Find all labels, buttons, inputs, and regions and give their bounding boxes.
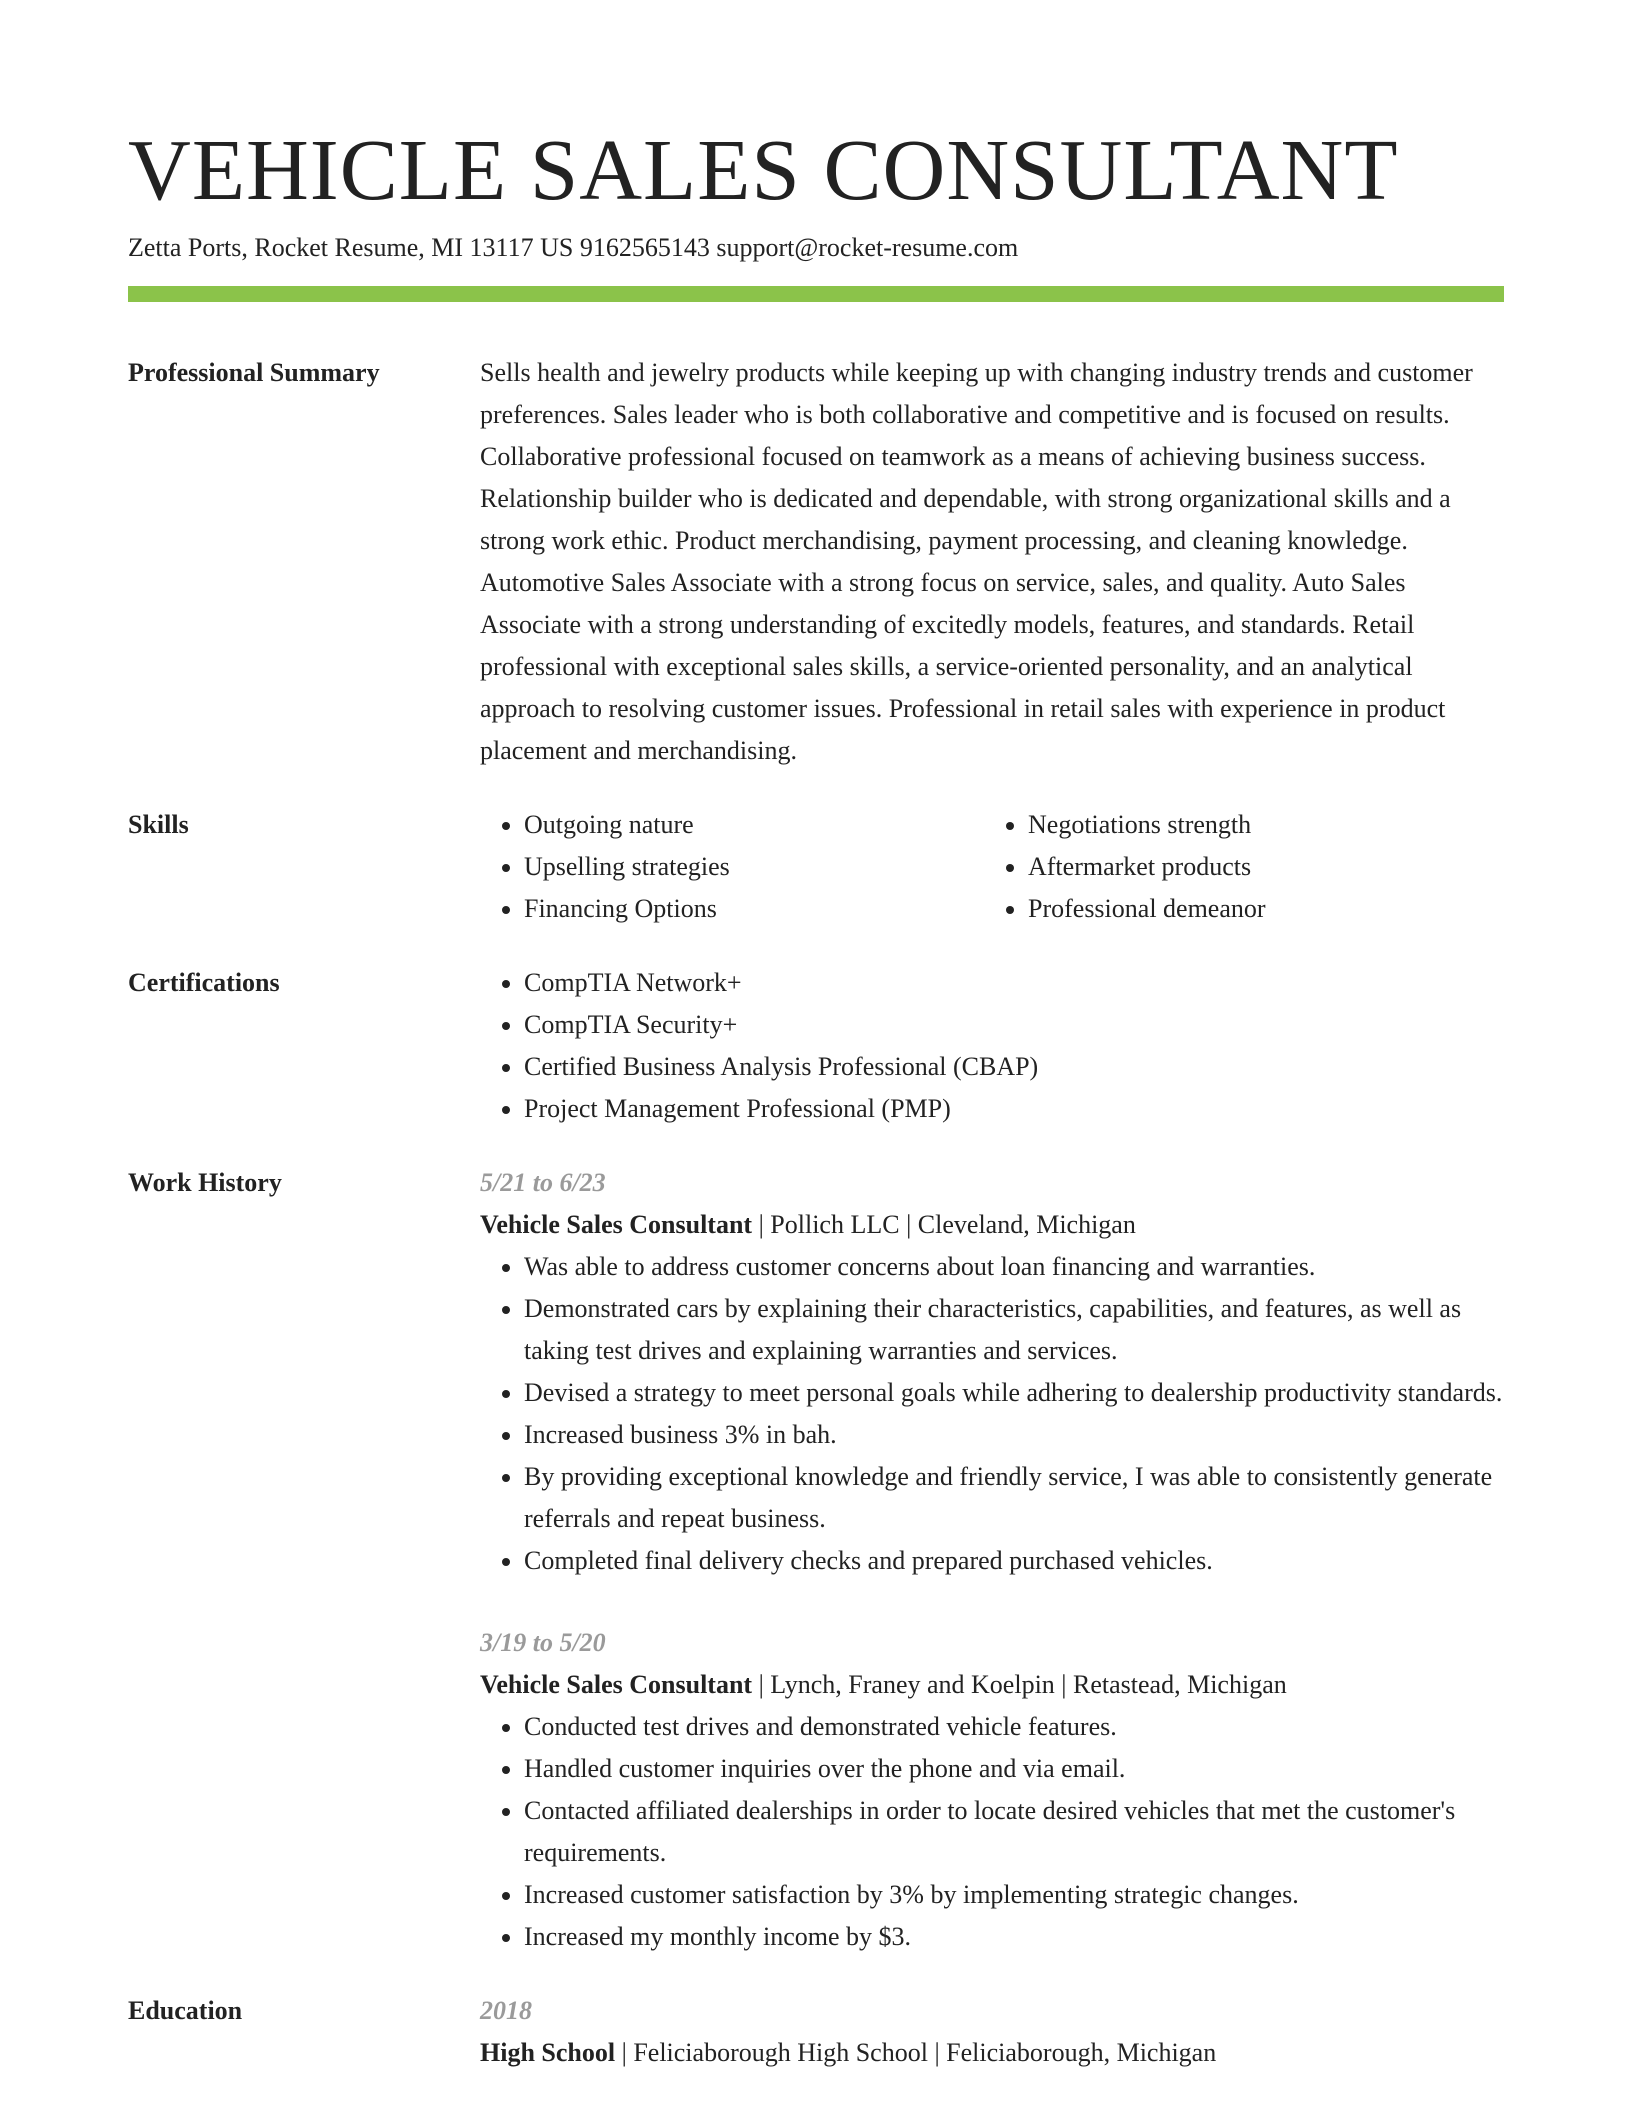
job-title: Vehicle Sales Consultant [480, 1210, 753, 1239]
certification-item: • CompTIA Network+ [524, 962, 1504, 1004]
job-duty: • Conducted test drives and demonstrated vehicle features. [524, 1706, 1504, 1748]
work-history-body [480, 1162, 1504, 1958]
job-duties-list [480, 1706, 1504, 1958]
resume-page [128, 118, 1504, 2074]
job-location: Retastead, Michigan [1073, 1670, 1287, 1699]
certifications-section [128, 962, 1504, 1130]
skills-section [128, 804, 1504, 930]
resume-title: VEHICLE SALES CONSULTANT [128, 121, 1399, 218]
skill-item: • Upselling strategies [524, 846, 984, 888]
header-divider [128, 286, 1504, 302]
skills-column-1 [480, 804, 984, 930]
section-label-skills: Skills [128, 810, 189, 839]
job-duty: • Completed final delivery checks and prepared purchased vehicles. [524, 1540, 1504, 1582]
job-entry [480, 1162, 1504, 1582]
job-location: Cleveland, Michigan [917, 1210, 1136, 1239]
job-date: 5/21 to 6/23 [480, 1168, 606, 1197]
job-duty: • Increased my monthly income by $3. [524, 1916, 1504, 1958]
skills-column-2 [984, 804, 1504, 930]
job-company: Pollich LLC [770, 1210, 900, 1239]
skills-grid [480, 804, 1504, 930]
job-duty: • Increased customer satisfaction by 3% by implementing strategic changes. [524, 1874, 1504, 1916]
job-duty: • Devised a strategy to meet personal goals while adhering to dealership productivity standards. [524, 1372, 1504, 1414]
section-label-summary: Professional Summary [128, 358, 380, 387]
summary-section [128, 352, 1504, 772]
contact-line: Zetta Ports, Rocket Resume, MI 13117 US 9162565143 support@rocket-resume.com [128, 233, 1019, 262]
job-duties-list [480, 1246, 1504, 1582]
job-heading [480, 1204, 1504, 1246]
certifications-list [480, 962, 1504, 1130]
education-section [128, 1990, 1504, 2074]
job-date: 3/19 to 5/20 [480, 1628, 606, 1657]
education-school: Feliciaborough High School [633, 2038, 928, 2067]
separator: | [934, 2038, 947, 2067]
certification-item: • CompTIA Security+ [524, 1004, 1504, 1046]
work-history-section [128, 1162, 1504, 1958]
education-body [480, 1990, 1504, 2074]
job-company: Lynch, Franey and Koelpin [770, 1670, 1055, 1699]
separator: | [758, 1210, 771, 1239]
job-duty: • Demonstrated cars by explaining their characteristics, capabilities, and features, as well as taking test drives and explaining warranties and services. [524, 1288, 1504, 1372]
skill-item: • Outgoing nature [524, 804, 984, 846]
skill-item: • Negotiations strength [1028, 804, 1504, 846]
job-title: Vehicle Sales Consultant [480, 1670, 753, 1699]
separator: | [758, 1670, 771, 1699]
separator: | [1061, 1670, 1074, 1699]
skill-item: • Professional demeanor [1028, 888, 1504, 930]
certifications-body [480, 962, 1504, 1130]
separator: | [906, 1210, 918, 1239]
education-heading [480, 2032, 1504, 2074]
job-heading [480, 1664, 1504, 1706]
education-date: 2018 [480, 1996, 532, 2025]
education-location: Feliciaborough, Michigan [946, 2038, 1217, 2067]
skill-item: • Financing Options [524, 888, 984, 930]
job-duty: • Was able to address customer concerns about loan financing and warranties. [524, 1246, 1504, 1288]
certification-item: • Certified Business Analysis Professional (CBAP) [524, 1046, 1504, 1088]
separator: | [621, 2038, 634, 2067]
job-entry [480, 1622, 1504, 1958]
job-duty: • By providing exceptional knowledge and friendly service, I was able to consistently generate referrals and repeat business. [524, 1456, 1504, 1540]
section-label-work-history: Work History [128, 1168, 282, 1197]
job-duty: • Increased business 3% in bah. [524, 1414, 1504, 1456]
summary-text: Sells health and jewelry products while keeping up with changing industry trends and customer preferences. Sales leader who is both collaborative and competitive and is focused on results. Collaborative professional focused on teamwork as a means of achieving business success. Relationship builder who is dedicated and dependable, with strong organizational skills and a strong work ethic. Product merchandising, payment processing, and cleaning knowledge. Automotive Sales Associate with a strong focus on service, sales, and quality. Auto Sales Associate with a strong understanding of excitedly models, features, and standards. Retail professional with exceptional sales skills, a service-oriented personality, and an analytical approach to resolving customer issues. Professional in retail sales with experience in product placement and merchandising. [480, 358, 1473, 765]
certification-item: • Project Management Professional (PMP) [524, 1088, 1504, 1130]
job-duty: • Handled customer inquiries over the phone and via email. [524, 1748, 1504, 1790]
job-duty: • Contacted affiliated dealerships in order to locate desired vehicles that met the customer's requirements. [524, 1790, 1504, 1874]
skill-item: • Aftermarket products [1028, 846, 1504, 888]
section-label-certifications: Certifications [128, 968, 280, 997]
education-degree: High School [480, 2038, 616, 2067]
section-label-education: Education [128, 1996, 243, 2025]
